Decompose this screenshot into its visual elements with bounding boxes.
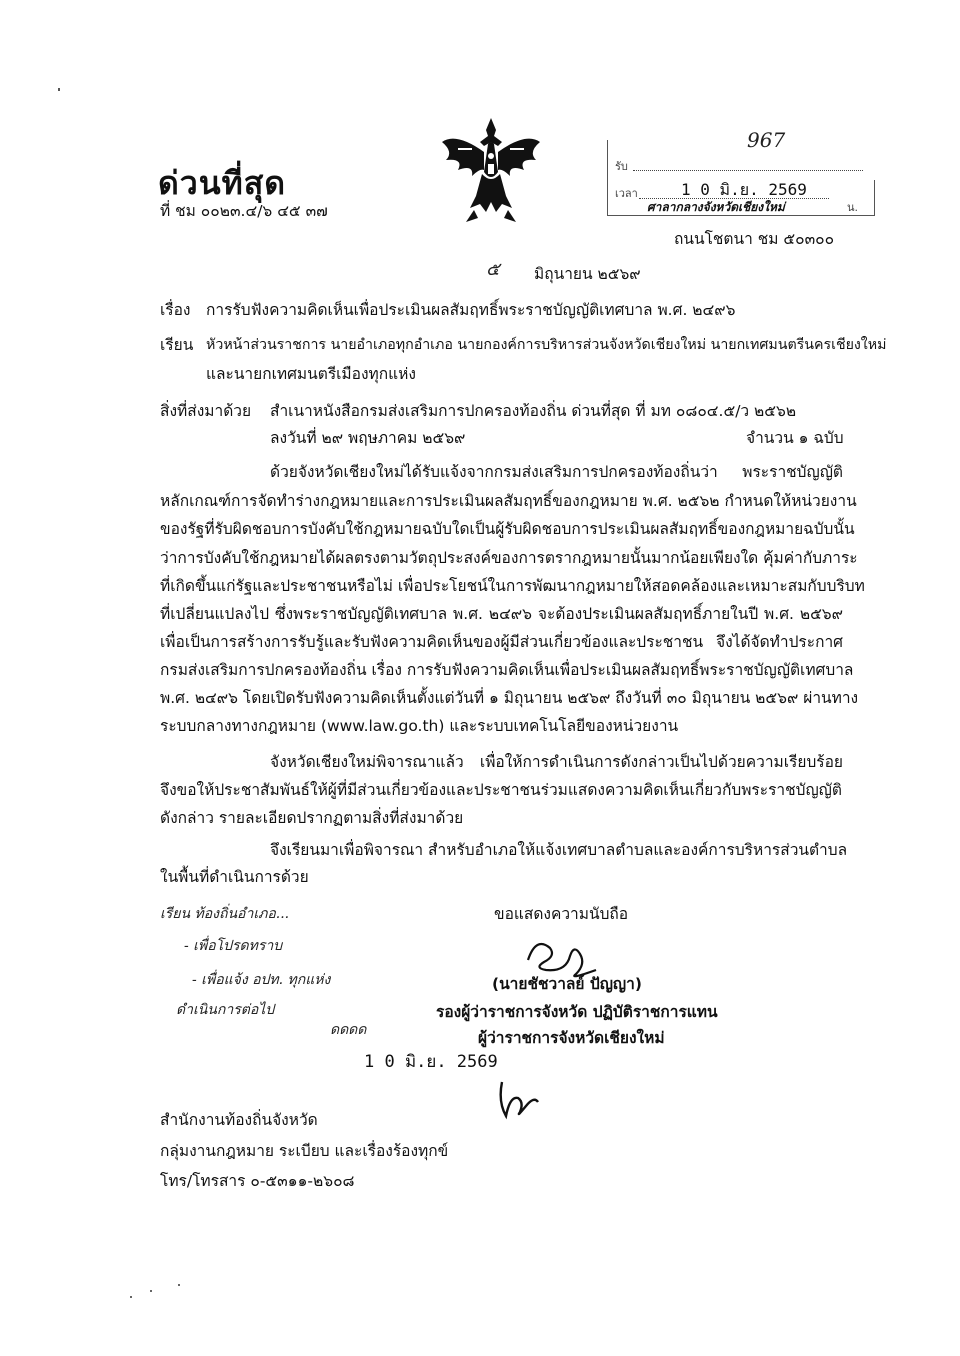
date-day: ๕ <box>486 259 500 280</box>
body-para1-line3: ของรัฐที่รับผิดชอบการบังคับใช้กฎหมายฉบับใดเป็นผู้รับผิดชอบการประเมินผลสัมฤทธิ์ของกฎหมายฉบับนั้น <box>160 520 855 538</box>
receipt-stamp <box>607 128 875 216</box>
enclosure-label: สิ่งที่ส่งมาด้วย <box>160 402 252 420</box>
body-para1-line7: เพื่อเป็นการสร้างการรับรู้และรับฟังความคิดเห็นของผู้มีส่วนเกี่ยวข้องและประชาชน จึงได้จัดทำประกาศ <box>160 633 843 651</box>
urgency-heading: ด่วนที่สุด <box>158 164 287 202</box>
body-para2-line2: จึงขอให้ประชาสัมพันธ์ให้ผู้ที่มีส่วนเกี่ยวข้องและประชาชนร่วมแสดงความคิดเห็นเกี่ยวกับพระราชบัญญัติ <box>160 781 842 799</box>
scan-speckle <box>58 88 60 91</box>
receipt-date: 1 0 มิ.ย. 2569 <box>681 180 807 199</box>
footer-group: กลุ่มงานกฎหมาย ระเบียบ และเรื่องร้องทุกข์ <box>160 1142 449 1160</box>
body-para1-line8: กรมส่งเสริมการปกครองท้องถิ่น เรื่อง การรับฟังความคิดเห็นเพื่อประเมินผลสัมฤทธิ์พระราชบัญญัติเทศบาล <box>160 661 854 679</box>
footer-phone: โทร/โทรสาร ๐-๕๓๑๑-๒๖๐๘ <box>160 1172 355 1190</box>
scan-speckle <box>150 1290 152 1292</box>
receipt-label-receive: รับ <box>615 160 628 173</box>
handwritten-note-line3: - เพื่อแจ้ง อปท. ทุกแห่ง <box>192 972 331 988</box>
body-para1-line2: หลักเกณฑ์การจัดทำร่างกฎหมายและการประเมินผลสัมฤทธิ์ของกฎหมาย พ.ศ. ๒๕๖๒ กำหนดให้หน่วยงาน <box>160 492 857 510</box>
handwritten-note-line1: เรียน ท้องถิ่นอำเภอ... <box>160 906 290 922</box>
body-para3-line1: จึงเรียนมาเพื่อพิจารณา สำหรับอำเภอให้แจ้งเทศบาลตำบลและองค์การบริหารส่วนตำบล <box>270 841 848 859</box>
handwritten-note-line2: - เพื่อโปรดทราบ <box>184 938 283 954</box>
document-date: มิถุนายน ๒๕๖๙ <box>534 265 641 283</box>
body-para2-line3: ดังกล่าว รายละเอียดปรากฏตามสิ่งที่ส่งมาด้วย <box>160 809 464 827</box>
office-address: ถนนโชตนา ชม ๕๐๓๐๐ <box>674 230 835 248</box>
body-para1-line6: ที่เปลี่ยนแปลงไป ซึ่งพระราชบัญญัติเทศบาล พ.ศ. ๒๔๙๖ จะต้องประเมินผลสัมฤทธิ์ภายในปี พ.ศ. ๒๕๖๙ <box>160 605 843 623</box>
handwritten-initials: ดดดด <box>330 1022 367 1038</box>
recipient-label: เรียน <box>160 336 194 354</box>
signer-title-1: รองผู้ว่าราชการจังหวัด ปฏิบัติราชการแทน <box>436 1003 718 1021</box>
closing-phrase: ขอแสดงความนับถือ <box>494 905 629 923</box>
body-para1-line10: ระบบกลางทางกฎหมาย (www.law.go.th) และระบบเทคโนโลยีของหน่วยงาน <box>160 717 679 735</box>
recipient-line2: และนายกเทศมนตรีเมืองทุกแห่ง <box>206 365 416 383</box>
footer-office: สำนักงานท้องถิ่นจังหวัด <box>160 1111 318 1129</box>
document-number: ที่ ชม ๐๐๒๓.๔/๖ ๔๕ ๓๗ <box>160 202 328 220</box>
enclosure-line2: ลงวันที่ ๒๙ พฤษภาคม ๒๕๖๙ <box>270 429 466 447</box>
handwritten-date-stamp: 1 0 มิ.ย. 2569 <box>364 1052 498 1072</box>
body-para1-line1: ด้วยจังหวัดเชียงใหม่ได้รับแจ้งจากกรมส่งเสริมการปกครองท้องถิ่นว่า พระราชบัญญัติ <box>270 463 843 481</box>
enclosure-quantity: จำนวน ๑ ฉบับ <box>746 429 844 447</box>
body-para1-line4: ว่าการบังคับใช้กฎหมายได้ผลตรงตามวัตถุประสงค์ของการตรากฎหมายนั้นมากน้อยเพียงใด คุ้มค่ากับภาระ <box>160 549 858 567</box>
signer-name: (นายชัชวาลย์ ปัญญา) <box>492 975 642 993</box>
body-para1-line5: ที่เกิดขึ้นแก่รัฐและประชาชนหรือไม่ เพื่อประโยชน์ในการพัฒนากฎหมายให้สอดคล้องและเหมาะสมกับบริบท <box>160 577 865 595</box>
handwritten-note-line4: ดำเนินการต่อไป <box>176 1002 275 1018</box>
subject-text: การรับฟังความคิดเห็นเพื่อประเมินผลสัมฤทธิ์พระราชบัญญัติเทศบาล พ.ศ. ๒๔๙๖ <box>206 301 736 319</box>
subject-label: เรื่อง <box>160 301 191 319</box>
receipt-label-time: เวลา <box>615 187 638 200</box>
body-para3-line2: ในพื้นที่ดำเนินการด้วย <box>160 868 309 886</box>
body-para1-line9: พ.ศ. ๒๔๙๖ โดยเปิดรับฟังความคิดเห็นตั้งแต่วันที่ ๑ มิถุนายน ๒๕๖๙ ถึงวันที่ ๓๐ มิถุนายน ๒๕๖๙ ผ่านทาง <box>160 689 859 707</box>
scan-speckle <box>130 1296 132 1298</box>
receipt-office: ศาลากลางจังหวัดเชียงใหม่ <box>647 200 785 214</box>
enclosure-line1: สำเนาหนังสือกรมส่งเสริมการปกครองท้องถิ่น ด่วนที่สุด ที่ มท ๐๘๐๔.๕/ว ๒๕๖๒ <box>270 402 797 420</box>
initial-mark-icon <box>494 1076 544 1124</box>
body-para2-line1: จังหวัดเชียงใหม่พิจารณาแล้ว เพื่อให้การดำเนินการดังกล่าวเป็นไปด้วยความเรียบร้อย <box>270 753 843 771</box>
receipt-number: 967 <box>747 128 786 152</box>
scan-speckle <box>178 1284 180 1286</box>
receipt-suffix: น. <box>847 201 859 214</box>
garuda-emblem-icon <box>436 112 546 230</box>
signer-title-2: ผู้ว่าราชการจังหวัดเชียงใหม่ <box>478 1029 665 1047</box>
recipient-line1: หัวหน้าส่วนราชการ นายอำเภอทุกอำเภอ นายกองค์การบริหารส่วนจังหวัดเชียงใหม่ นายกเทศมนตรีนครเชียงใหม่ <box>206 337 887 353</box>
